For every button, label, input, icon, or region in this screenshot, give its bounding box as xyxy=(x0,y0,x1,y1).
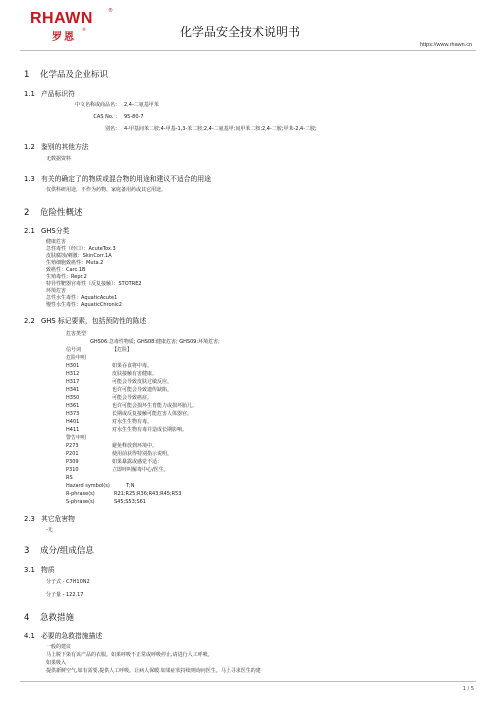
hazard-symbol-label: Hazard symbol(s) xyxy=(66,483,110,489)
subsection-title: 必要的急救措施描述 xyxy=(41,632,103,640)
website-link[interactable]: https://www.rhawn.cn xyxy=(420,42,472,48)
first-aid-line: 马上脱下染有该产品的衣服。如果呼吸不正常或呼吸停止,请进行人工呼吸。 xyxy=(46,652,213,658)
section-4-1-heading xyxy=(24,630,102,640)
pictogram-label: 危害类型 xyxy=(66,331,87,337)
hazard-code: H350 xyxy=(66,395,80,401)
section-3-1-heading xyxy=(24,564,55,574)
hazard-code: H361 xyxy=(66,403,80,409)
hazard-code: H317 xyxy=(66,379,80,385)
hazard-statements-label: 危险申明 xyxy=(66,355,87,361)
page-header xyxy=(0,0,496,52)
section-4-heading xyxy=(24,611,74,623)
footer-divider xyxy=(20,681,476,682)
ghs-class-line: 特异性靶器官毒性（反复接触）：STOTRE2 xyxy=(46,281,142,287)
molecular-weight: 分子量 - 122.17 xyxy=(46,592,84,598)
r-phrase-value: R21;R25;R36;R43;R45;R53 xyxy=(114,491,182,497)
ghs-class-line: 健康危害 xyxy=(46,239,67,245)
section-1-2-heading xyxy=(24,141,89,151)
product-name-label: 中文名称或商品名： xyxy=(74,102,120,108)
section-3-heading xyxy=(24,544,94,556)
precaution-text: 立即呼叫解毒中心/医生。 xyxy=(112,467,169,473)
ghs-class-line: 皮肤腐蚀/刺激：SkinCorr.1A xyxy=(46,253,112,259)
synonyms-value: 4-甲基间苯二胺;4-甲基-1,3-苯二胺;2,4-二氨基甲;间甲苯二胺;2,4-二胺;甲苯-2,4-二胺; xyxy=(124,126,317,132)
hazard-code: H411 xyxy=(66,427,80,433)
product-name-value: 2,4-二氨基甲苯 xyxy=(124,102,159,108)
subsection-number: 2.3 xyxy=(24,515,35,523)
first-aid-line: 提供新鲜空气,如有需要,提供人工呼吸。让病人保暖.如果症状持续则询问医生。马上寻求医生的建 xyxy=(46,668,261,674)
logo-text-cn: 罗恩 xyxy=(52,32,76,43)
precaution-code: P201 xyxy=(66,451,79,457)
precaution-text: 使用前获得特别指示说明。 xyxy=(112,451,173,457)
section-title: 急救措施 xyxy=(40,613,75,623)
hazard-code: H301 xyxy=(66,363,80,369)
first-aid-line: 一般的建议 xyxy=(46,644,72,650)
cas-label: CAS No. ： xyxy=(93,114,120,120)
ghs-class-line: 生殖细胞致癌性：Muta.2 xyxy=(46,260,104,266)
hazard-text: 如果吞食将中毒。 xyxy=(112,363,153,369)
page-number: 1 / 5 xyxy=(462,686,474,692)
section-number: 4 xyxy=(24,613,30,623)
rs-label: RS xyxy=(66,475,73,481)
precaution-code: P273 xyxy=(66,443,79,449)
subsection-title: 有关的确定了的物质或混合物的用途和建议不适合的用途 xyxy=(41,175,211,183)
hazard-text: 对水生生物有毒。 xyxy=(112,419,153,425)
s-phrase-value: S45;S53;S61 xyxy=(114,499,146,505)
ghs-class-line: 急性水生毒性：AquaticAcute1 xyxy=(46,295,118,301)
subsection-title: 其它危害物 xyxy=(41,515,75,523)
section-title: 化学品及企业标识 xyxy=(40,70,109,80)
signal-word-value: 【危险】 xyxy=(112,347,133,353)
document-title: 化学品安全技术说明书 xyxy=(180,25,301,39)
ghs-class-line: 环境危害 xyxy=(46,288,67,294)
section-1-1-heading xyxy=(24,88,75,98)
logo-registered-mark-cn: ® xyxy=(82,27,86,32)
hazard-text: 可能会导致皮肤过敏反应。 xyxy=(112,379,173,385)
first-aid-line: 如果吸入 xyxy=(46,660,67,666)
pictogram-list: GHS06:急毒性物质; GHS08:健康危害; GHS09:环境危害; xyxy=(90,339,220,345)
section-number: 1 xyxy=(24,70,30,80)
logo-registered-mark: ® xyxy=(108,8,113,14)
cas-value: 95-80-7 xyxy=(124,114,144,120)
subsection-title: GHS分类 xyxy=(41,227,70,235)
section-number: 3 xyxy=(24,546,30,556)
precaution-text: 避免释放到环境中。 xyxy=(112,443,158,449)
subsection-title: 产品标识符 xyxy=(41,90,75,98)
section-2-heading xyxy=(24,206,83,218)
precautionary-statements-label: 警告申明 xyxy=(66,435,87,441)
section-title: 危险性概述 xyxy=(40,208,83,218)
hazard-text: 对水生生物有毒并造成长期影响。 xyxy=(112,427,188,433)
hazard-code: H312 xyxy=(66,371,80,377)
subsection-number: 4.1 xyxy=(24,632,35,640)
use-restriction-text: 仅供科研用途，不作为药物、家庭备用药或其它用途。 xyxy=(46,187,167,193)
hazard-symbol-value: T;N xyxy=(126,483,135,489)
subsection-title: GHS 标记要素，包括预防性的陈述 xyxy=(41,317,147,325)
subsection-number: 3.1 xyxy=(24,566,35,574)
hazard-text: 也许可能会损坏生育能力或损坏胎儿。 xyxy=(112,403,198,409)
company-logo xyxy=(30,10,120,42)
section-2-2-heading xyxy=(24,315,146,325)
hazard-text: 可能会导致癌症。 xyxy=(112,395,153,401)
section-number: 2 xyxy=(24,208,30,218)
ghs-class-line: 致癌性：Carc.1B xyxy=(46,267,86,273)
hazard-code: H373 xyxy=(66,411,80,417)
other-hazards-text: -无 xyxy=(46,527,53,533)
other-identification-text: 无数据资料 xyxy=(46,156,72,162)
precaution-code: P310 xyxy=(66,467,79,473)
ghs-class-line: 慢性水生毒性：AquaticChronic2 xyxy=(46,302,122,308)
section-2-3-heading xyxy=(24,513,75,523)
section-2-1-heading xyxy=(24,225,69,235)
header-divider xyxy=(20,50,476,51)
precaution-code: P309 xyxy=(66,459,79,465)
hazard-code: H341 xyxy=(66,387,80,393)
subsection-title: 鉴别的其他方法 xyxy=(41,143,89,151)
section-1-heading xyxy=(24,68,108,80)
subsection-number: 1.1 xyxy=(24,90,35,98)
subsection-title: 物质 xyxy=(41,566,55,574)
synonyms-label: 别名： xyxy=(104,126,120,132)
precaution-text: 如果暴露或感觉不适： xyxy=(112,459,163,465)
section-1-3-heading xyxy=(24,173,211,183)
s-phrase-label: S-phrase(s) xyxy=(66,499,95,505)
hazard-code: H401 xyxy=(66,419,80,425)
ghs-class-line: 生殖毒性：Repr.2 xyxy=(46,274,87,280)
hazard-text: 也许可能会导致遗传缺陷。 xyxy=(112,387,173,393)
hazard-text: 长期或反复接触可能危害人体器官。 xyxy=(112,411,193,417)
subsection-number: 2.2 xyxy=(24,317,35,325)
signal-word-label: 信号词 xyxy=(66,347,82,353)
r-phrase-label: R-phrase(s) xyxy=(66,491,95,497)
ghs-class-line: 急性毒性（经口）：AcuteTox.3 xyxy=(46,246,116,252)
hazard-text: 皮肤接触有害健康。 xyxy=(112,371,158,377)
subsection-number: 2.1 xyxy=(24,227,35,235)
logo-text-en: RHAWN xyxy=(30,10,93,27)
subsection-number: 1.2 xyxy=(24,143,35,151)
subsection-number: 1.3 xyxy=(24,175,35,183)
section-title: 成分/组成信息 xyxy=(40,546,94,556)
molecular-formula: 分子式 - C7H10N2 xyxy=(46,579,90,585)
